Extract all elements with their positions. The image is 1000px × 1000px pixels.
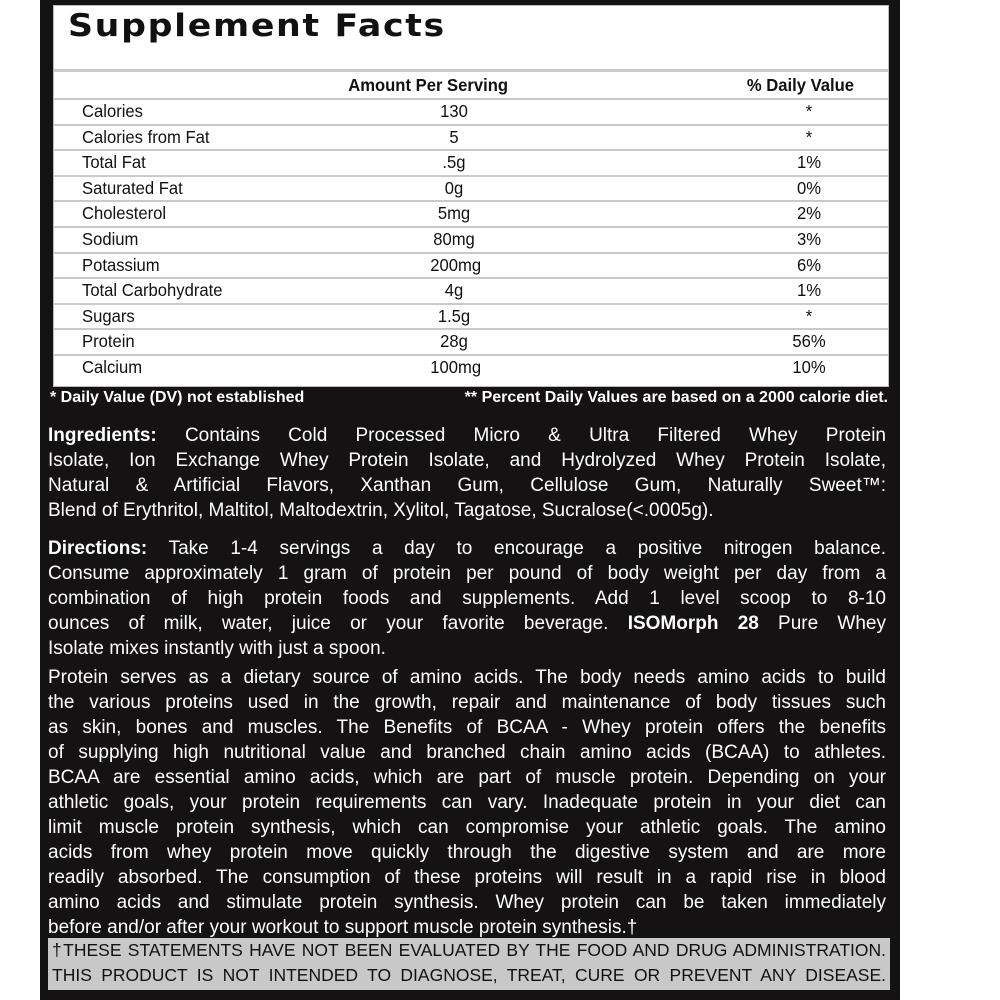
text-line — [48, 840, 886, 865]
directions-section — [48, 536, 886, 661]
text: Consume approximately 1 gram of protein per pound of body weight per day from a — [48, 563, 886, 584]
text: Contains Cold Processed Micro & Ultra Filtered Whey Protein — [156, 425, 886, 446]
text-line — [48, 561, 886, 586]
text-line — [48, 586, 886, 611]
text-line — [48, 536, 886, 561]
text-line — [48, 636, 886, 661]
dv-note: * Daily Value (DV) not established — [50, 389, 305, 406]
text: readily absorbed. The consumption of these proteins will result in a rapid rise in blood — [48, 867, 886, 888]
table-row — [54, 98, 888, 126]
text: Take 1-4 servings a day to encourage a positive nitrogen balance. — [147, 538, 886, 559]
nutrient-name: Total Carbohydrate — [82, 280, 223, 301]
nutrient-amount: 80mg — [433, 229, 475, 249]
text: Protein serves as a dietary source of amino acids. The body needs amino acids to build — [48, 667, 886, 688]
text: before and/or after your workout to support muscle protein synthesis.† — [48, 917, 638, 938]
percent-dv-note: ** Percent Daily Values are based on a 2000 calorie diet. — [464, 389, 888, 406]
nutrient-name: Calcium — [82, 357, 143, 377]
table-row — [54, 354, 888, 380]
text: ounces of milk, water, juice or your favorite beverage. — [48, 613, 609, 634]
disclaimer-line: †THESE STATEMENTS HAVE NOT BEEN EVALUATED BY THE FOOD AND DRUG ADMINISTRATION. — [52, 940, 886, 960]
text: athletic goals, your protein requirements can vary. Inadequate protein in your diet can — [48, 792, 886, 813]
brand-name: ISOMorph 28 — [627, 613, 759, 634]
table-row — [54, 277, 888, 305]
nutrient-daily-value: 56% — [792, 331, 826, 352]
text-line — [48, 665, 886, 690]
nutrient-daily-value: 0% — [796, 177, 822, 198]
text-line — [48, 865, 886, 890]
text-line — [48, 915, 886, 940]
table-row — [54, 149, 888, 177]
text-line — [48, 498, 886, 523]
table-row — [54, 252, 888, 280]
nutrient-amount: 28g — [440, 331, 468, 352]
nutrient-amount: .5g — [442, 152, 466, 173]
text: BCAA are essential amino acids, which are part of muscle protein. Depending on your — [48, 767, 886, 788]
supplement-facts-table — [53, 5, 889, 387]
amount-header: Amount Per Serving — [348, 75, 509, 95]
text-line — [48, 890, 886, 915]
text-line — [48, 790, 886, 815]
text-line — [48, 423, 886, 448]
nutrient-amount: 4g — [444, 280, 464, 301]
facts-title: Supplement Facts — [68, 8, 446, 44]
nutrient-name: Calories — [82, 101, 143, 121]
protein-info-section — [48, 665, 886, 940]
fda-disclaimer — [48, 938, 890, 990]
text: the various proteins used in the growth, repair and maintenance of body tissues such — [48, 692, 886, 713]
nutrient-daily-value: * — [805, 305, 813, 326]
nutrient-daily-value: 10% — [792, 357, 826, 377]
text: acids from whey protein move quickly through the digestive system and are more — [48, 842, 886, 863]
section-label: Ingredients: — [48, 425, 157, 446]
nutrient-daily-value: * — [805, 126, 813, 147]
table-header-row — [54, 72, 888, 100]
text-line — [48, 473, 886, 498]
nutrient-daily-value: * — [805, 101, 813, 121]
nutrient-name: Calories from Fat — [82, 126, 210, 147]
nutrient-amount: 100mg — [430, 357, 482, 377]
nutrient-amount: 1.5g — [437, 305, 471, 326]
disclaimer-line: THIS PRODUCT IS NOT INTENDED TO DIAGNOSE, TREAT, CURE OR PREVENT ANY DISEASE. — [52, 965, 886, 985]
nutrient-daily-value: 1% — [796, 280, 822, 301]
text: Isolate, Ion Exchange Whey Protein Isolate, and Hydrolyzed Whey Protein Isolate, — [48, 450, 886, 471]
table-row — [54, 200, 888, 228]
table-row — [54, 175, 888, 203]
text: combination of high protein foods and supplements. Add 1 level scoop to 8-10 — [48, 588, 886, 609]
text: Pure Whey — [758, 613, 886, 634]
text: amino acids and stimulate protein synthesis. Whey protein can be taken immediately — [48, 892, 886, 913]
dv-header: % Daily Value — [746, 75, 855, 95]
nutrient-name: Protein — [82, 331, 135, 352]
table-row — [54, 124, 888, 152]
nutrient-amount: 5mg — [437, 203, 471, 224]
nutrient-name: Cholesterol — [82, 203, 167, 224]
text-line — [48, 448, 886, 473]
text: limit muscle protein synthesis, which can compromise your athletic goals. The amino — [48, 817, 886, 838]
nutrient-name: Total Fat — [82, 152, 146, 173]
nutrient-daily-value: 3% — [796, 229, 822, 249]
table-row — [54, 303, 888, 331]
section-label: Directions: — [48, 538, 148, 559]
nutrient-daily-value: 1% — [796, 152, 822, 173]
text: as skin, bones and muscles. The Benefits of BCAA - Whey protein offers the benefits — [48, 717, 886, 738]
nutrient-amount: 0g — [444, 177, 464, 198]
nutrient-amount: 5 — [449, 126, 459, 147]
text-line — [48, 690, 886, 715]
nutrient-daily-value: 2% — [796, 203, 822, 224]
nutrient-amount: 200mg — [430, 254, 482, 275]
text: Isolate mixes instantly with just a spoon. — [48, 638, 386, 659]
text: Blend of Erythritol, Maltitol, Maltodextrin, Xylitol, Tagatose, Sucralose(<.0005g). — [48, 500, 714, 521]
nutrient-amount: 130 — [440, 101, 468, 121]
table-row — [54, 226, 888, 254]
text-line — [48, 740, 886, 765]
text-line — [48, 815, 886, 840]
text-line — [48, 611, 886, 636]
text-line — [48, 765, 886, 790]
nutrient-daily-value: 6% — [796, 254, 822, 275]
nutrient-name: Saturated Fat — [82, 177, 183, 198]
nutrient-name: Sugars — [82, 305, 135, 326]
text: Natural & Artificial Flavors, Xanthan Gum, Cellulose Gum, Naturally Sweet™: — [48, 475, 886, 496]
text-line — [48, 715, 886, 740]
text: of supplying high nutritional value and branched chain amino acids (BCAA) to athletes. — [48, 742, 886, 763]
ingredients-section — [48, 423, 886, 523]
nutrient-name: Sodium — [82, 229, 139, 249]
nutrient-name: Potassium — [82, 254, 160, 275]
table-row — [54, 328, 888, 356]
